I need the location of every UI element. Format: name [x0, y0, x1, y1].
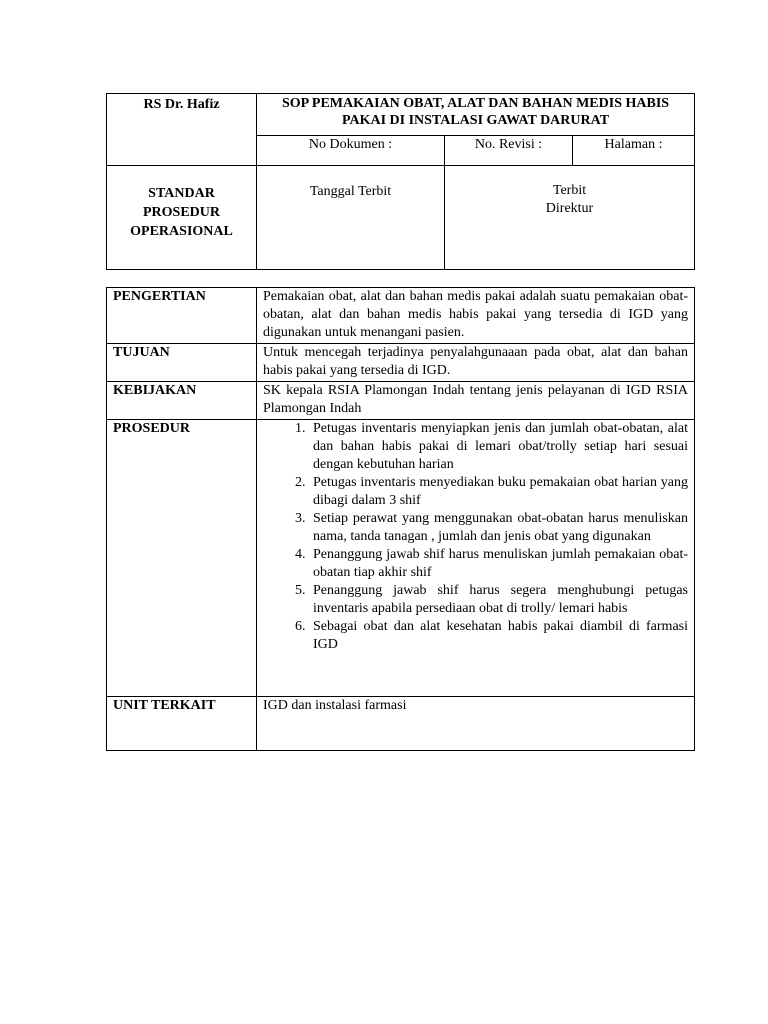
prosedur-step: 6. Sebagai obat dan alat kesehatan habis pakai diambil di farmasi IGD [309, 618, 688, 654]
sop-content-table [106, 287, 695, 751]
prosedur-step: 3. Setiap perawat yang menggunakan obat-obatan harus menuliskan nama, tanda tanagan , jumlah dan jenis obat yang digunakan [309, 510, 688, 546]
kebijakan-label-cell [107, 382, 257, 420]
kebijakan-label: KEBIJAKAN [113, 383, 197, 398]
prosedur-step: 4. Penanggung jawab shif harus menuliskan jumlah pemakaian obat-obatan tiap akhir shif [309, 546, 688, 582]
issue-date-cell [257, 166, 445, 270]
pengertian-label-cell [107, 288, 257, 344]
prosedur-step: 5. Penanggung jawab shif harus segera menghubungi petugas inventaris apabila persediaan obat di trolly/ lemari habis [309, 582, 688, 618]
tujuan-label-cell [107, 344, 257, 382]
prosedur-step: 2. Petugas inventaris menyediakan buku pemakaian obat harian yang dibagi dalam 3 shif [309, 474, 688, 510]
tujuan-text: Untuk mencegah terjadinya penyalahgunaaan pada obat, alat dan bahan habis pakai yang tersedia di IGD. [257, 344, 695, 382]
issued-label: Terbit [552, 183, 587, 198]
prosedur-label: PROSEDUR [113, 421, 191, 436]
tujuan-label: TUJUAN [113, 345, 170, 360]
sop-label-line2: PROSEDUR [142, 205, 220, 220]
revision-cell [445, 136, 573, 166]
prosedur-steps-list [263, 420, 688, 654]
hospital-name: RS Dr. Hafiz [143, 97, 220, 112]
hospital-name-cell [107, 94, 257, 166]
doc-no-cell [257, 136, 445, 166]
unit-terkait-label-cell [107, 697, 257, 751]
sop-label-line1: STANDAR [148, 186, 215, 201]
sop-label-cell [107, 166, 257, 270]
issue-date-label: Tanggal Terbit [309, 184, 392, 199]
pengertian-label: PENGERTIAN [113, 289, 206, 304]
revision-label: No. Revisi : [474, 137, 543, 152]
sop-header-table [106, 93, 695, 270]
page-label: Halaman : [604, 137, 663, 152]
kebijakan-text: SK kepala RSIA Plamongan Indah tentang jenis pelayanan di IGD RSIA Plamongan Indah [257, 382, 695, 420]
sop-title-cell [257, 94, 695, 136]
doc-no-label: No Dokumen : [308, 137, 393, 152]
sop-title: SOP PEMAKAIAN OBAT, ALAT DAN BAHAN MEDIS HABIS PAKAI DI INSTALASI GAWAT DARURAT [281, 96, 670, 128]
page-cell [573, 136, 695, 166]
prosedur-step: 1. Petugas inventaris menyiapkan jenis dan jumlah obat-obatan, alat dan bahan habis pakai di lemari obat/trolly setiap hari sesuai dengan kebutuhan harian [309, 420, 688, 474]
issued-by-cell [445, 166, 695, 270]
unit-terkait-text: IGD dan instalasi farmasi [257, 697, 695, 751]
director-label: Direktur [545, 201, 594, 216]
prosedur-steps-cell [257, 420, 695, 697]
prosedur-label-cell [107, 420, 257, 697]
pengertian-text: Pemakaian obat, alat dan bahan medis pakai adalah suatu pemakaian obat-obatan, alat dan bahan medis habis pakai yang tersedia di IGD yang digunakan untuk menangani pasien. [257, 288, 695, 344]
sop-label-line3: OPERASIONAL [130, 224, 233, 239]
unit-terkait-label: UNIT TERKAIT [113, 698, 216, 713]
